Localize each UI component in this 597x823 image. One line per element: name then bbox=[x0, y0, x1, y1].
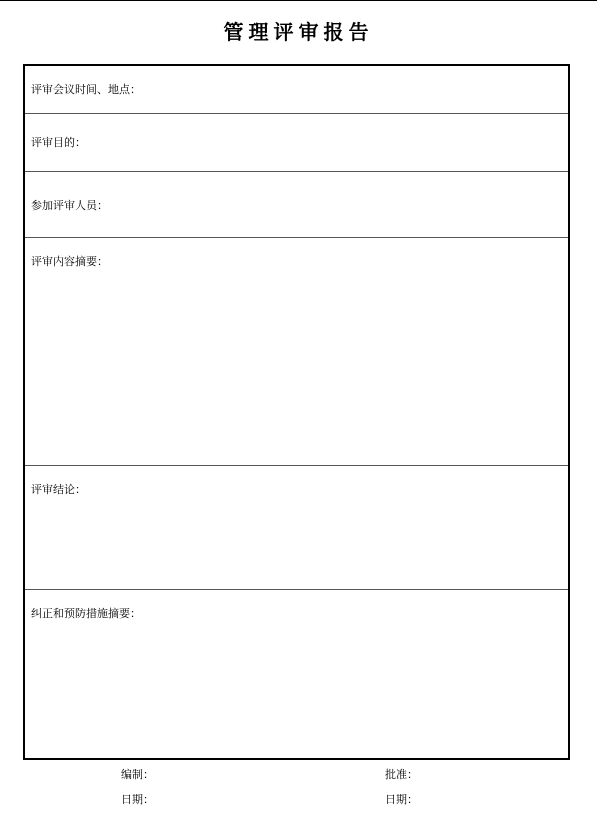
review-form-table bbox=[23, 64, 570, 760]
participants-label: 参加评审人员： bbox=[31, 199, 108, 212]
prepared-date-label: 日期： bbox=[121, 793, 154, 806]
review-conclusion-label: 评审结论： bbox=[31, 483, 86, 496]
top-rule bbox=[0, 0, 597, 1]
review-conclusion-row bbox=[25, 466, 568, 590]
prepared-by-label: 编制： bbox=[121, 768, 154, 781]
approved-by-label: 批准： bbox=[385, 768, 418, 781]
corrective-preventive-label: 纠正和预防措施摘要： bbox=[31, 607, 141, 620]
approved-date-label: 日期： bbox=[385, 793, 418, 806]
review-summary-row bbox=[25, 238, 568, 466]
meeting-time-location-row bbox=[25, 66, 568, 114]
review-purpose-row bbox=[25, 114, 568, 172]
meeting-time-location-label: 评审会议时间、地点： bbox=[31, 83, 141, 96]
document-title: 管理评审报告 bbox=[223, 20, 374, 44]
review-purpose-label: 评审目的： bbox=[31, 136, 86, 149]
review-summary-label: 评审内容摘要： bbox=[31, 255, 108, 268]
corrective-preventive-row bbox=[25, 590, 568, 758]
participants-row bbox=[25, 172, 568, 238]
